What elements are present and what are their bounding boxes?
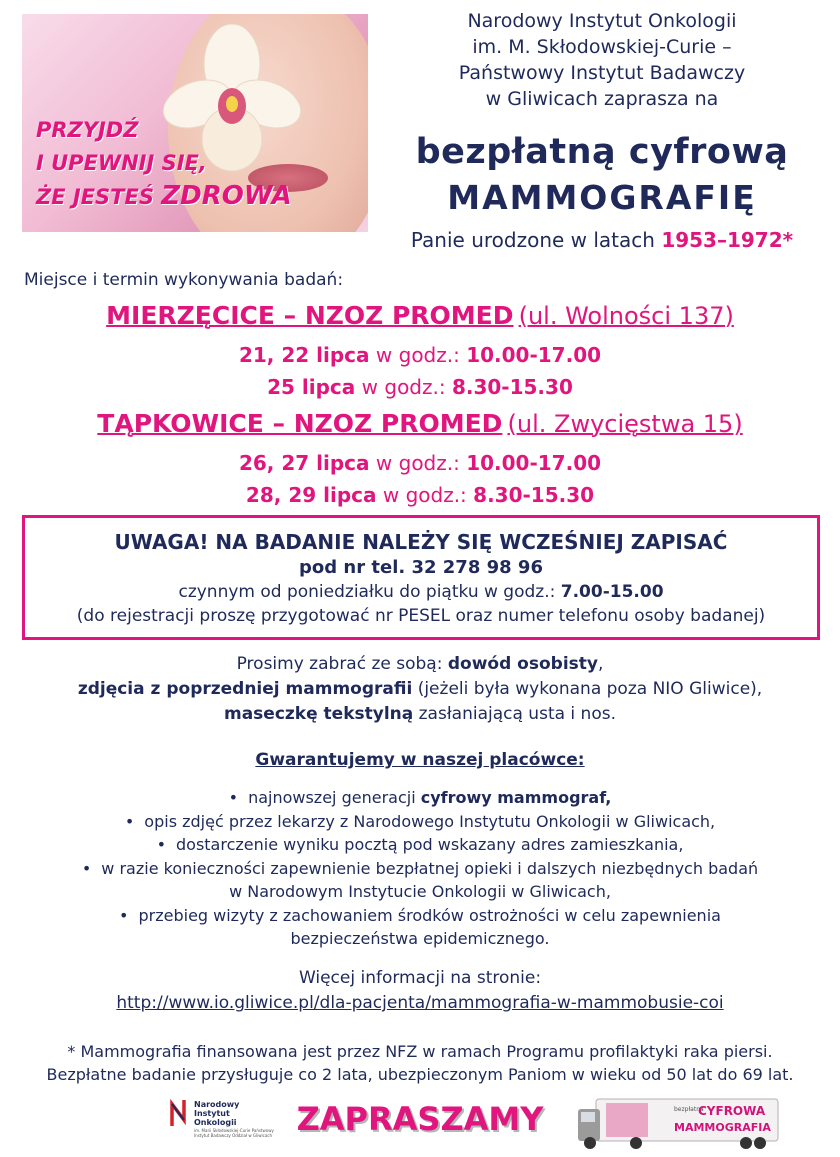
notice-title: UWAGA! NA BADANIE NALEŻY SIĘ WCZEŚNIEJ ZAPISAĆ: [114, 530, 728, 554]
footnote: [0, 1040, 840, 1086]
location-1-slot-2: [0, 371, 840, 403]
hero-line-3b: ZDROWA: [161, 181, 292, 211]
closing-invitation: ZAPRASZAMY: [296, 1100, 544, 1138]
location-2-street: (ul. Zwycięstwa 15): [507, 410, 743, 438]
guarantee-item-5: • przebieg wizyty z zachowaniem środków ostrożności w celu zapewnienia: [0, 904, 840, 928]
header-line-1: Narodowy Instytut Onkologii: [467, 10, 737, 32]
registration-notice: [22, 515, 820, 640]
bring-line-3: [0, 702, 840, 727]
birth-years-line: [372, 228, 832, 252]
guarantee-item-3: • dostarczenie wyniku pocztą pod wskazany adres zamieszkania,: [0, 833, 840, 857]
more-info-link[interactable]: http://www.io.gliwice.pl/dla-pacjenta/mammografia-w-mammobusie-coi: [116, 993, 724, 1013]
slot-hours: 10.00-17.00: [466, 451, 602, 475]
guarantee-item-1: [0, 786, 840, 810]
bring-line-1: [0, 652, 840, 677]
bus-small-text: bezpłatna: [674, 1106, 704, 1113]
bring-mask: maseczkę tekstylną: [223, 704, 414, 724]
slot-mid: w godz.:: [369, 451, 467, 475]
hero-line-1: PRZYJDŹ: [36, 118, 139, 142]
notice-phone: pod nr tel. 32 278 98 96: [299, 557, 543, 578]
hero-line-3: [36, 180, 292, 214]
slot-days: 26, 27 lipca: [238, 451, 370, 475]
notice-hours: [25, 580, 817, 604]
bus-line-1: CYFROWA: [698, 1104, 766, 1118]
bring-l1-suffix: ,: [597, 654, 604, 674]
slot-days: 28, 29 lipca: [245, 483, 377, 507]
places-intro: Miejsce i termin wykonywania badań:: [24, 270, 344, 290]
guarantee-item-5-cont: bezpieczeństwa epidemicznego.: [290, 929, 550, 948]
logo-subtitle: im. Marii Skłodowskiej-Curie Państwowy Instytut Badawczy Oddział w Gliwicach: [194, 1128, 274, 1138]
bring-items: [0, 652, 840, 727]
mammobus-icon: [576, 1095, 780, 1151]
more-info-label: Więcej informacji na stronie:: [298, 968, 542, 988]
logo-line-1: Narodowy: [194, 1100, 240, 1109]
guarantee-title: Gwarantujemy w naszej placówce:: [255, 750, 585, 770]
header-line-2: im. M. Skłodowskiej-Curie –: [472, 36, 732, 58]
slot-hours: 10.00-17.00: [466, 343, 602, 367]
slot-hours: 8.30-15.30: [473, 483, 595, 507]
location-1: [0, 296, 840, 403]
slot-days: 25 lipca: [267, 375, 356, 399]
birth-prefix: Panie urodzone w latach: [410, 228, 662, 252]
bring-l1-prefix: Prosimy zabrać ze sobą:: [236, 654, 448, 674]
header-line-4: w Gliwicach zaprasza na: [485, 88, 719, 110]
slot-mid: w godz.:: [355, 375, 452, 399]
hero-slogan: [36, 114, 292, 214]
bring-line-2: [0, 677, 840, 702]
birth-years: 1953–1972*: [661, 228, 794, 252]
headline-free-digital: bezpłatną cyfrową: [415, 132, 789, 172]
institute-header: [372, 8, 832, 112]
location-2-slot-1: [0, 447, 840, 479]
location-2: [0, 404, 840, 511]
logo-line-2: Instytut: [194, 1109, 230, 1118]
bring-previous-images: zdjęcia z poprzedniej mammografii: [77, 679, 413, 699]
more-info: [0, 966, 840, 1016]
header-line-3: Państwowy Instytut Badawczy: [458, 62, 746, 84]
hero-image: [22, 14, 368, 232]
slot-days: 21, 22 lipca: [238, 343, 370, 367]
slot-hours: 8.30-15.30: [451, 375, 573, 399]
logo-line-3: Onkologii: [194, 1118, 237, 1127]
hero-line-3a: ŻE JESTEŚ: [36, 185, 162, 209]
notice-hours-prefix: czynnym od poniedziałku do piątku w godz.:: [178, 582, 561, 602]
footnote-line-1: * Mammografia finansowana jest przez NFZ w ramach Programu profilaktyki raka piersi.: [67, 1042, 773, 1061]
footnote-line-2: Bezpłatne badanie przysługuje co 2 lata, ubezpieczonym Paniom w wieku od 50 lat do 69 lat.: [46, 1065, 794, 1084]
bring-l2-suffix: (jeżeli była wykonana poza NIO Gliwice),: [412, 679, 763, 699]
location-2-slot-2: [0, 479, 840, 511]
bring-id-card: dowód osobisty: [447, 654, 598, 674]
headline-mammography: MAMMOGRAFIĘ: [447, 178, 757, 217]
guarantee-list: [0, 786, 840, 951]
location-1-street: (ul. Wolności 137): [518, 302, 734, 330]
notice-note: (do rejestracji proszę przygotować nr PESEL oraz numer telefonu osoby badanej): [76, 606, 766, 626]
guarantee-item-2: • opis zdjęć przez lekarzy z Narodowego Instytutu Onkologii w Gliwicach,: [0, 810, 840, 834]
location-2-name: TĄPKOWICE – NZOZ PROMED: [97, 409, 503, 438]
guarantee-item-4: • w razie konieczności zapewnienie bezpłatnej opieki i dalszych niezbędnych badań: [0, 857, 840, 881]
notice-hours-value: 7.00-15.00: [560, 582, 664, 602]
slot-mid: w godz.:: [369, 343, 467, 367]
guarantee-item-4-cont: w Narodowym Instytucie Onkologii w Gliwicach,: [229, 882, 611, 901]
guarantee-i1-bold: cyfrowy mammograf,: [420, 788, 612, 807]
bus-line-2: MAMMOGRAFIA: [674, 1121, 771, 1134]
location-1-name: MIERZĘCICE – NZOZ PROMED: [106, 301, 514, 330]
guarantee-i1-prefix: najnowszej generacji: [248, 788, 421, 807]
bring-l3-suffix: zasłaniającą usta i nos.: [413, 704, 616, 724]
location-1-slot-1: [0, 339, 840, 371]
hero-line-2: I UPEWNIJ SIĘ,: [36, 151, 207, 175]
slot-mid: w godz.:: [376, 483, 474, 507]
